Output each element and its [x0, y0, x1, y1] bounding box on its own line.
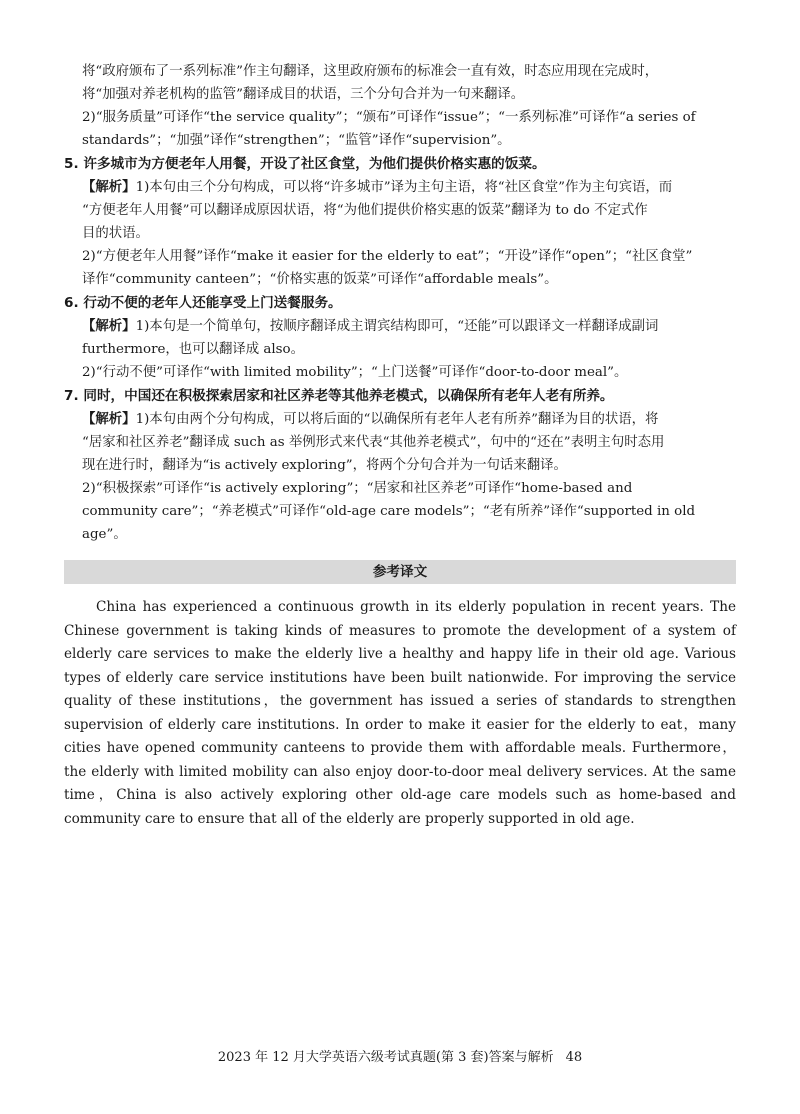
analysis-text: 1)本句由两个分句构成，可以将后面的“以确保所有老年人老有所养”翻译为目的状语，将 — [135, 412, 659, 427]
analysis-line — [64, 408, 736, 431]
question-text: 同时，中国还在积极探索居家和社区养老等其他养老模式，以确保所有老年人老有所养。 — [83, 388, 614, 404]
analysis-line — [64, 176, 736, 199]
question-number: 7. — [64, 388, 79, 404]
text-line: “居家和社区养老”翻译成 such as 举例形式来代表“其他养老模式”，句中的“还在”表明主句时态用 — [82, 435, 665, 450]
text-line: 译作“community canteen”；“价格实惠的饭菜”可译作“affordable meals”。 — [82, 272, 558, 287]
text-line: 将“加强对养老机构的监管”翻译成目的状语，三个分句合并为一句来翻译。 — [82, 87, 525, 102]
analysis-text: 1)本句是一个简单句，按顺序翻译成主谓宾结构即可，“还能”可以跟译文一样翻译成副词 — [135, 319, 659, 334]
question-text: 行动不便的老年人还能享受上门送餐服务。 — [83, 295, 342, 311]
question-7-title — [64, 384, 736, 408]
text-line: 2)“行动不便”可译作“with limited mobility”；“上门送餐”可译作“door-to-door meal”。 — [82, 365, 628, 380]
text-line: community care”；“养老模式”可译作“old-age care models”；“老有所养”译作“supported in old — [82, 504, 696, 519]
text-line: 现在进行时，翻译为“is actively exploring”，将两个分句合并为一句话来翻译。 — [82, 458, 567, 473]
analysis-tag: 【解析】 — [82, 180, 136, 195]
text-line: 2)“积极探索”可译作“is actively exploring”；“居家和社区养老”可译作“home-based and — [82, 481, 633, 496]
question-5-title — [64, 152, 736, 176]
page-number: 48 — [565, 1050, 583, 1065]
text-line: standards”；“加强”译作“strengthen”；“监管”译作“supervision”。 — [82, 133, 511, 148]
analysis-tag: 【解析】 — [82, 412, 136, 427]
text-line: age”。 — [82, 527, 127, 542]
translation-paragraph: China has experienced a continuous growth in its elderly population in recent years. The Chinese government is taking kinds of measures to promote the development of a system of elderly care services to make the elderly live a healthy and happy life in their old age. Various types of elderly care service institutions have been built nationwide. For improving the service quality of these institutions，the government has issued a series of standards to strengthen supervision of elderly care institutions. In order to make it easier for the elderly to eat，many cities have opened community canteens to provide them with affordable meals. Furthermore，the elderly with limited mobility can also enjoy door-to-door meal delivery services. At the same time，China is also actively exploring other old-age care models such as home-based and community care to ensure that all of the elderly are properly supported in old age. — [64, 599, 736, 827]
text-line: “方便老年人用餐”可以翻译成原因状语，将“为他们提供价格实惠的饭菜”翻译为 to do 不定式作 — [82, 203, 648, 218]
text-line: furthermore，也可以翻译成 also。 — [82, 342, 304, 357]
page-footer — [0, 1046, 800, 1065]
reference-translation — [64, 596, 736, 831]
analysis-tag: 【解析】 — [82, 319, 136, 334]
question-number: 5. — [64, 156, 79, 172]
text-line: 目的状语。 — [82, 226, 149, 241]
page-content — [64, 60, 736, 831]
question-6-title — [64, 291, 736, 315]
analysis-text: 1)本句由三个分句构成，可以将“许多城市”译为主句主语，将“社区食堂”作为主句宾语，而 — [135, 180, 673, 195]
footer-title: 2023 年 12 月大学英语六级考试真题(第 3 套)答案与解析 — [217, 1050, 554, 1065]
analysis-line — [64, 315, 736, 338]
question-text: 许多城市为方便老年人用餐，开设了社区食堂，为他们提供价格实惠的饭菜。 — [83, 156, 546, 172]
text-line: 2)“服务质量”可译作“the service quality”；“颁布”可译作“issue”；“一系列标准”可译作“a series of — [82, 110, 696, 125]
text-line: 2)“方便老年人用餐”译作“make it easier for the elderly to eat”；“开设”译作“open”；“社区食堂” — [82, 249, 693, 264]
text-line: 将“政府颁布了一系列标准”作主句翻译，这里政府颁布的标准会一直有效，时态应用现在完成时， — [82, 64, 659, 79]
section-header-reference-translation: 参考译文 — [64, 560, 736, 584]
question-number: 6. — [64, 295, 79, 311]
